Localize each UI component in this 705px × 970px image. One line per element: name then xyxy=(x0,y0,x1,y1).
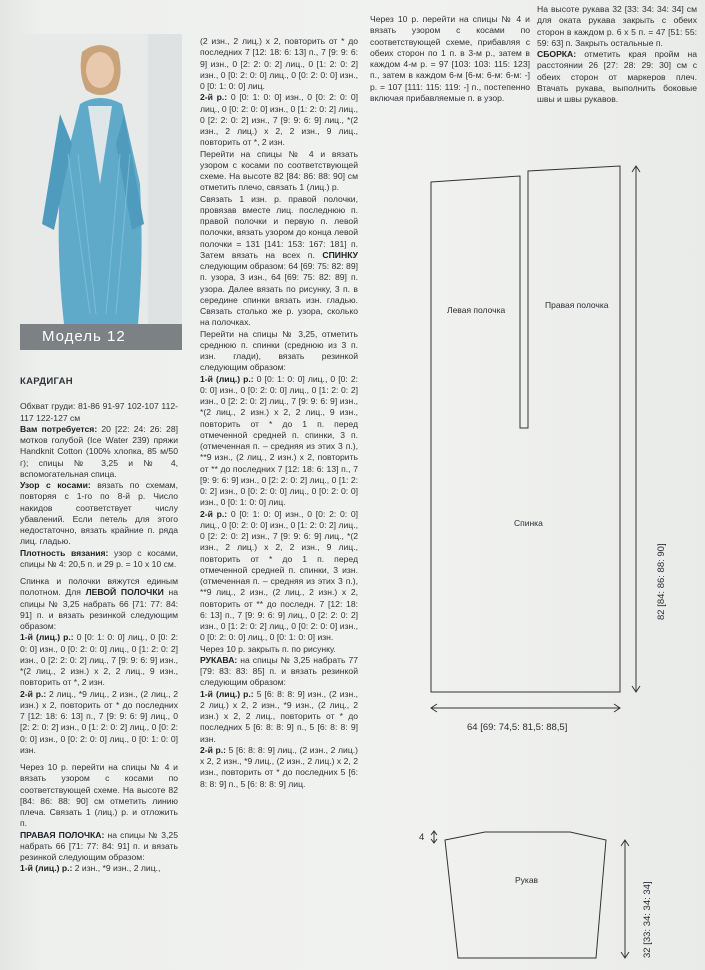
text-column-4 xyxy=(537,4,697,105)
pattern-title: КАРДИГАН xyxy=(20,376,73,387)
paragraph-text: Через 10 р. перейти на спицы № 4 и вязать узором с косами по соответствующей схеме. На высоте 82 [84: 86: 88: 90] см отметить линию плеча. Связать 1 (лиц.) р. и отложить п. xyxy=(20,762,178,829)
paragraph-text: отметить края пройм на расстоянии 26 [27: 28: 29: 30] см с обеих сторон от маркеров плеч. Втачать рукава, выполнить боковые швы и швы рукавов. xyxy=(537,49,697,104)
gauge-text: узор с косами, спицы № 4: 20,5 п. и 29 р. = 10 х 10 см. xyxy=(20,547,179,569)
row-text: 0 [0: 1: 0: 0] изн., 0 [0: 2: 0: 0] лиц., 0 [0: 2: 0: 0] изн., 0 [1: 2: 0: 2] лиц., 0 [2: 2: 0: 2] изн., 7 [9: 9: 6: 9] лиц., *(2 изн., 2 лиц.) х 2, 2 изн., 9 лиц., повторить от * до 1 п. перед отмеченной средней п. спинки, 3 изн. (отмеченная п. – средняя из этих 3 п.), **9 лиц., 2 изн., (2 лиц., 2 изн.) х 2, повторить от ** до последн. 7 [12: 18: 6: 13] п., 7 [9: 9: 6: 9] лиц., 0 [2: 2: 0: 2] изн., 0 [1: 2: 0: 2] лиц., 0 [0: 2: 0: 0] изн., 0 [0: 2: 0: 0] лиц., 0 [0: 1: 0: 0] изн. xyxy=(200,508,359,643)
paragraph-text: Через 10 р. перейти на спицы № 4 и вязать узором с косами по соответствующей схеме, прибавляя с обеих сторон по 1 п. в 3-м р., затем в каждом 4-м р. = 97 [103: 103: 115: 123] п., затем в каждом 6-м [6-м: 6-м: 6-м: -] р. = 107 [111: 115: 119: -] п., постепенно включая прибавляемые п. в узор. xyxy=(370,14,530,103)
back-label: СПИНКУ xyxy=(322,249,358,260)
paragraph-text: на спицы № 3,25 набрать 77 [79: 83: 83: 85] п. и вязать резинкой следующим образом: xyxy=(200,654,358,688)
sleeve-label: Рукав xyxy=(515,875,539,885)
text-column-2 xyxy=(200,36,358,790)
row-label: 2-й р.: xyxy=(20,688,47,699)
right-front-label: ПРАВАЯ ПОЛОЧКА: xyxy=(20,829,105,840)
row-label: 1-й (лиц.) р.: xyxy=(200,373,254,384)
paragraph-text: (2 изн., 2 лиц.) х 2, повторить от * до последних 7 [12: 18: 6: 13] п., 7 [9: 9: 6: 9] изн., 0 [2: 2: 0: 2] лиц., 0 [1: 2: 0: 2] изн., 0 [0: 2: 0: 0] лиц., 0 [0: 2: 0: 0] изн., 0 [0: 1: 0: 0] лиц. xyxy=(200,36,358,91)
width-label: 64 [69: 74,5: 81,5: 88,5] xyxy=(467,722,568,733)
text-column-1 xyxy=(20,376,178,875)
row-text: 5 [6: 8: 8: 9] лиц., (2 изн., 2 лиц.) х 2, 2 изн., *9 лиц., (2 изн., 2 лиц.) х 2, 2 изн., повторить от * до последних 5 [6: 8: 8: 9] п., 5 [6: 8: 8: 9] лиц. xyxy=(200,744,358,789)
height-label: 82 [84: 86: 88: 90] xyxy=(656,543,667,620)
row-text: 5 [6: 8: 8: 9] изн., (2 изн., 2 лиц.) х 2, 2 изн., *9 изн., (2 лиц., 2 изн.) х 2, 2 лиц., повторить от * до последних 5 [6: 8: 8: 9] п., 5 [6: 8: 8: 9] изн. xyxy=(200,688,358,744)
arrow-down-icon xyxy=(431,839,437,843)
chest-size: Обхват груди: 81-86 91-97 102-107 112-117 122-127 см xyxy=(20,401,178,423)
materials-label: Вам потребуется: xyxy=(20,423,98,434)
materials-text: 20 [22: 24: 26: 28] мотков голубой (Ice Water 239) пряжи Handknit Cotton (100% хлопка, 85 м/50 г); спицы № 3,25 и № 4, вспомогательная спица. xyxy=(20,423,178,479)
arrow-down-icon xyxy=(621,952,629,958)
sleeve-cap-label: 4 xyxy=(419,832,425,843)
paragraph-text: Связать 1 изн. р. правой полочки, провязав вместе лиц. последнюю п. правой полочки и первую п. левой полочки, вязать узором до конца левой полочки = 131 [141: 153: 167: 181] п. Затем вязать на всех п. xyxy=(200,193,358,260)
right-front-label: Правая полочка xyxy=(545,300,609,310)
row-label: 1-й (лиц.) р.: xyxy=(20,632,74,643)
paragraph-text: Спинка и полочки вяжутся единым полотном. Для xyxy=(20,576,178,598)
left-front-label: ЛЕВОЙ ПОЛОЧКИ xyxy=(85,587,164,598)
left-front-label: Левая полочка xyxy=(447,305,506,315)
paragraph-text: следующим образом: 64 [69: 75: 82: 89] п. узора, 3 изн., 64 [69: 75: 82: 89] п. узора. Далее вязать по рисунку, 3 п. в середине спинки вязать изн. гладью. Связать столько же р. узора, сколько на полочках. xyxy=(200,261,358,328)
sleeve-height-label: 32 [33: 34: 34: 34] xyxy=(642,881,653,958)
paragraph-text: на спицы № 3,25 набрать 66 [71: 77: 84: 91] п. и вязать резинкой следующим образом: xyxy=(20,829,178,862)
assembly-label: СБОРКА: xyxy=(537,49,577,59)
paragraph-text: Перейти на спицы № 3,25, отметить среднюю п. спинки (среднюю из 3 п. изн. глади), вязать резинкой следующим образом: xyxy=(200,328,358,373)
back-label: Спинка xyxy=(514,518,543,528)
row-text: 0 [0: 1: 0: 0] лиц., 0 [0: 2: 0: 0] изн., 0 [0: 2: 0: 0] лиц., 0 [1: 2: 0: 2] изн., 0 [2: 2: 0: 2] лиц., 7 [9: 9: 6: 9] изн., *(2 лиц., 2 изн.) х 2, 2 лиц., 9 изн., повторить от *, 2 изн. xyxy=(20,632,178,688)
paragraph-text: на спицы № 3,25 набрать 66 [71: 77: 84: 91] п. и вязать резинкой следующим образом: xyxy=(20,587,178,631)
arrow-down-icon xyxy=(632,686,640,692)
model-photo xyxy=(20,34,182,350)
arrow-left-icon xyxy=(431,704,437,712)
row-text: 2 лиц., *9 лиц., 2 изн., (2 лиц., 2 изн.) х 2, повторить от * до последних 7 [12: 18: 6: 13] п., 7 [9: 9: 6: 9] лиц., 0 [2: 2: 0: 2] изн., 0 [1: 2: 0: 2] лиц., 0 [0: 2: 0: 0] изн., 0 [0: 2: 0: 0] лиц., 0 [0: 1: 0: 0] изн. xyxy=(20,688,179,755)
arrow-up-icon xyxy=(431,831,437,835)
paragraph-text: Перейти на спицы № 4 и вязать узором с косами по соответствующей схеме. На высоте 82 [84: 86: 88: 90] см отметить плечо, связать 1 (лиц.) р. xyxy=(200,148,358,193)
arrow-up-icon xyxy=(632,166,640,172)
sleeve-outline xyxy=(445,832,606,958)
paragraph-text: На высоте рукава 32 [33: 34: 34: 34] см для оката рукава закрыть с обеих сторон в каждом р. 6 х 5 п. = 47 [51: 55: 59: 63] п. Закрыть остальные п. xyxy=(537,4,697,48)
model-caption: Модель 12 xyxy=(20,324,182,350)
model-illustration xyxy=(20,34,182,350)
row-text: 2 изн., *9 изн., 2 лиц., xyxy=(72,863,161,874)
row-label: 2-й р.: xyxy=(200,744,227,755)
arrow-up-icon xyxy=(621,840,629,846)
row-text: 0 [0: 1: 0: 0] изн., 0 [0: 2: 0: 0] лиц., 0 [0: 2: 0: 0] изн., 0 [1: 2: 0: 2] лиц., 0 [2: 2: 0: 2] изн., 7 [9: 9: 6: 9] лиц., *(2 изн., 2 лиц.) х 2, 2 изн., 9 лиц., повторить от *, 2 изн. xyxy=(200,92,359,148)
arrow-right-icon xyxy=(614,704,620,712)
row-label: 2-й р.: xyxy=(200,92,228,103)
row-label: 1-й (лиц.) р.: xyxy=(20,863,73,874)
gauge-label: Плотность вязания: xyxy=(20,547,109,558)
paragraph-text: Через 10 р. закрыть п. по рисунку. xyxy=(200,643,336,654)
body-outline xyxy=(431,166,620,692)
cable-pattern-label: Узор с косами: xyxy=(20,480,91,490)
row-label: 1-й (лиц.) р.: xyxy=(200,688,254,699)
row-text: 0 [0: 1: 0: 0] лиц., 0 [0: 2: 0: 0] изн., 0 [0: 2: 0: 0] лиц., 0 [1: 2: 0: 2] изн., 0 [2: 2: 0: 2] лиц., 7 [9: 9: 6: 9] изн., *(2 лиц., 2 изн.) х 2, 2 лиц., 9 изн., повторить от * до 1 п. перед отмеченной средней п. спинки, 3 п. (отмеченная п. – средняя из этих 3 п.), **9 изн., (2 лиц., 2 изн.) х 2, повторить от ** до последних 7 [12: 18: 6: 13] п., 7 [9: 9: 6: 9] изн., 0 [2: 2: 0: 2] лиц., 0 [1: 2: 0: 2] изн., 0 [0: 2: 0: 0] лиц., 0 [0: 2: 0: 0] изн., 0 [0: 1: 0: 0] лиц. xyxy=(200,373,358,508)
text-column-3 xyxy=(370,14,530,104)
sleeves-label: РУКАВА: xyxy=(200,654,238,665)
cable-pattern-text: вязать по схемам, повторяя с 1-го по 8-й р. Число накидов соответствует числу убавлений. Если петель для этого недостаточно, вязать крайние п. ряда лиц. гладью. xyxy=(20,480,178,547)
row-label: 2-й р.: xyxy=(200,508,228,519)
